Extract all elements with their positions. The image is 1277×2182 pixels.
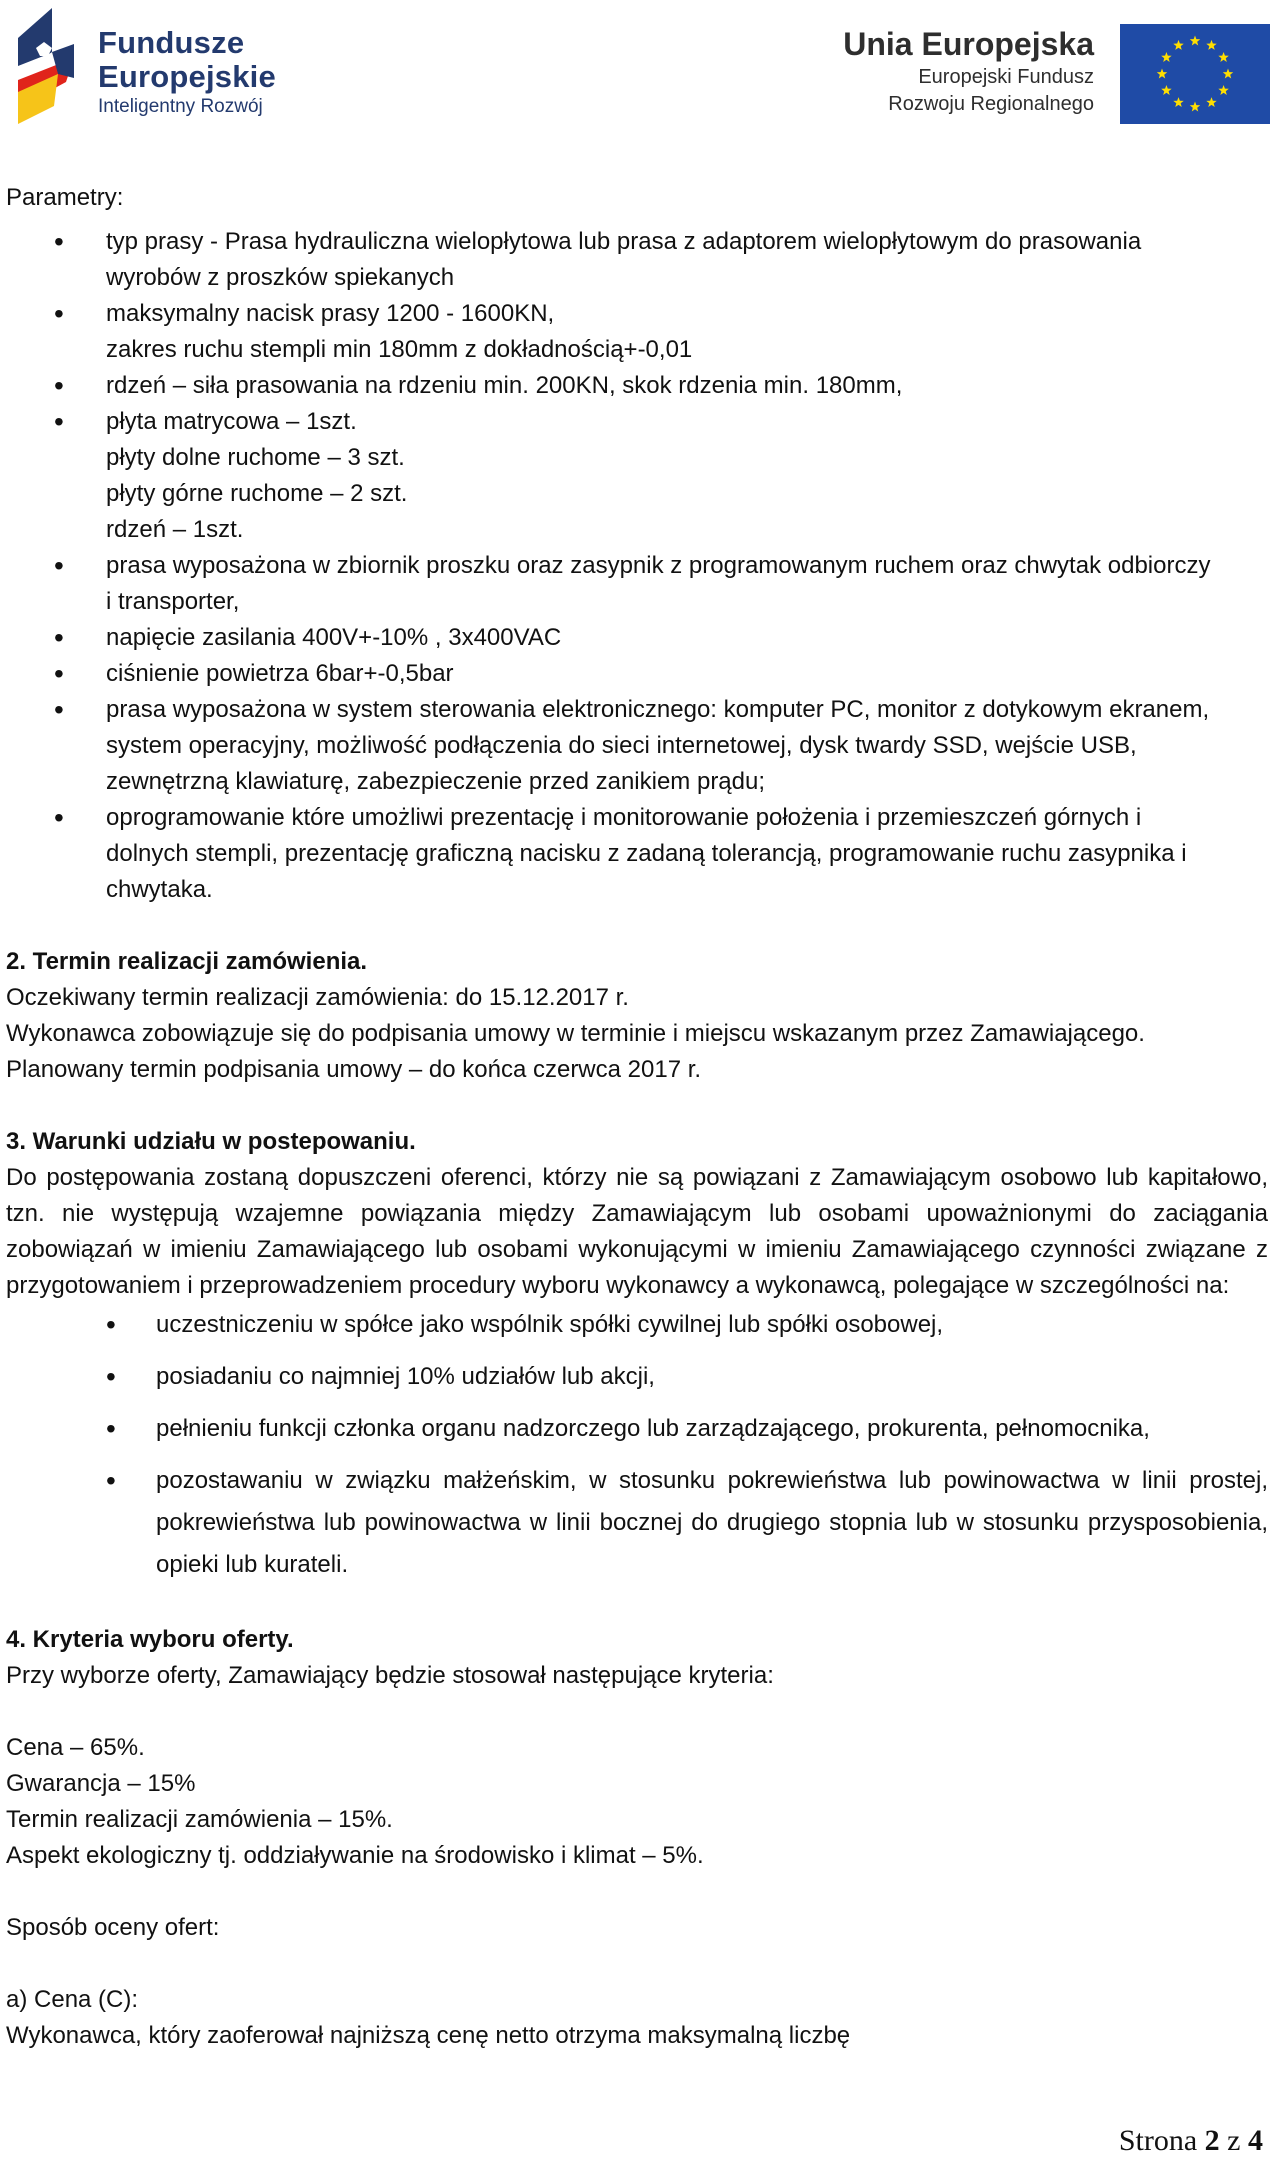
section2-heading: 2. Termin realizacji zamówienia.	[6, 948, 368, 975]
bullet-item: • oprogramowanie które umożliwi prezentację i monitorowanie położenia i przemieszczeń górnych i	[6, 800, 1268, 836]
criteria-item: Aspekt ekologiczny tj. oddziaływanie na środowisko i klimat – 5%.	[6, 1842, 704, 1869]
price-title: a) Cena (C):	[6, 1986, 139, 2013]
bullet-item: • płyta matrycowa – 1szt.	[6, 404, 1268, 440]
eu-flag-icon	[1120, 24, 1270, 124]
price-text: Wykonawca, który zaoferował najniższą cenę netto otrzyma maksymalną liczbę	[6, 2022, 851, 2049]
params-list	[6, 224, 1268, 908]
section3-list	[6, 1304, 1268, 1586]
bullet-item: • ciśnienie powietrza 6bar+-0,5bar	[6, 656, 1268, 692]
continuation-line: chwytaka.	[106, 876, 213, 903]
fe-emblem-icon	[14, 8, 84, 124]
continuation-line: i transporter,	[106, 588, 240, 615]
list-item: • pozostawaniu w związku małżeńskim, w stosunku pokrewieństwa lub powinowactwa w linii prostej, pokrewieństwa lub powinowactwa w linii bocznej do drugiego stopnia lub w stosunku przysposobienia, opieki lub kurateli.	[6, 1460, 1268, 1586]
page-number	[1119, 2124, 1263, 2158]
fe-logo-line2: Europejskie	[98, 59, 276, 94]
bullet-item: • napięcie zasilania 400V+-10% , 3x400VAC	[6, 620, 1268, 656]
list-item: • pełnieniu funkcji członka organu nadzorczego lub zarządzającego, prokurenta, pełnomocnika,	[6, 1408, 1268, 1450]
bullet-item: • rdzeń – siła prasowania na rdzeniu min. 200KN, skok rdzenia min. 180mm,	[6, 368, 1268, 404]
params-title: Parametry:	[6, 184, 124, 211]
continuation-line: zakres ruchu stempli min 180mm z dokładnością+-0,01	[106, 336, 693, 363]
continuation-line: płyty górne ruchome – 2 szt.	[106, 480, 408, 507]
list-item: • uczestniczeniu w spółce jako wspólnik spółki cywilnej lub spółki osobowej,	[6, 1304, 1268, 1346]
page-current: 2	[1204, 2124, 1220, 2157]
continuation-line: dolnych stempli, prezentację graficzną nacisku z zadaną tolerancją, programowanie ruchu zasypnika i	[106, 840, 1187, 867]
section3-paragraph: Do postępowania zostaną dopuszczeni oferenci, którzy nie są powiązani z Zamawiającym osobowo lub kapitałowo, tzn. nie występują wzajemne powiązania między Zamawiającym lub osobami upoważnionymi do zaciągania zobowiązań w imieniu Zamawiającego lub osobami wykonującymi w imieniu Zamawiającego czynności związane z przygotowaniem i przeprowadzeniem procedury wyboru wykonawcy a wykonawcą, polegające w szczególności na:	[6, 1164, 1268, 1299]
continuation-line: system operacyjny, możliwość podłączenia do sieci internetowej, dysk twardy SSD, wejście USB,	[106, 732, 1137, 759]
criteria-item: Gwarancja – 15%	[6, 1770, 196, 1797]
section2-line: Planowany termin podpisania umowy – do końca czerwca 2017 r.	[6, 1056, 702, 1083]
page-sep: z	[1219, 2124, 1248, 2157]
section2-line: Wykonawca zobowiązuje się do podpisania umowy w terminie i miejscu wskazanym przez Zamawiającego.	[6, 1020, 1145, 1047]
ue-logo-line2: Europejski Fundusz	[918, 66, 1094, 88]
document-body	[6, 180, 1268, 2054]
fe-logo-line3: Inteligentny Rozwój	[98, 96, 263, 117]
continuation-line: płyty dolne ruchome – 3 szt.	[106, 444, 405, 471]
continuation-line: zewnętrzną klawiaturę, zabezpieczenie przed zanikiem prądu;	[106, 768, 766, 795]
ue-logo-line3: Rozwoju Regionalnego	[888, 93, 1094, 115]
bullet-item: • maksymalny nacisk prasy 1200 - 1600KN,	[6, 296, 1268, 332]
fundusze-europejskie-logo	[14, 8, 314, 128]
section4-heading: 4. Kryteria wyboru oferty.	[6, 1626, 294, 1653]
unia-europejska-logo	[830, 16, 1270, 136]
evaluation-title: Sposób oceny ofert:	[6, 1914, 220, 1941]
criteria-item: Cena – 65%.	[6, 1734, 145, 1761]
bullet-item: • typ prasy - Prasa hydrauliczna wielopłytowa lub prasa z adaptorem wielopłytowym do prasowania	[6, 224, 1268, 260]
bullet-item: • prasa wyposażona w system sterowania elektronicznego: komputer PC, monitor z dotykowym ekranem,	[6, 692, 1268, 728]
criteria-item: Termin realizacji zamówienia – 15%.	[6, 1806, 393, 1833]
section4-intro: Przy wyborze oferty, Zamawiający będzie stosował następujące kryteria:	[6, 1662, 774, 1689]
page-total: 4	[1248, 2124, 1263, 2157]
section3-heading: 3. Warunki udziału w postepowaniu.	[6, 1128, 416, 1155]
continuation-line: rdzeń – 1szt.	[106, 516, 244, 543]
bullet-item: • prasa wyposażona w zbiornik proszku oraz zasypnik z programowanym ruchem oraz chwytak odbiorczy	[6, 548, 1268, 584]
ue-logo-line1: Unia Europejska	[843, 26, 1094, 62]
fe-logo-line1: Fundusze	[98, 25, 245, 60]
section2-line: Oczekiwany termin realizacji zamówienia: do 15.12.2017 r.	[6, 984, 629, 1011]
continuation-line: wyrobów z proszków spiekanych	[106, 264, 455, 291]
list-item: • posiadaniu co najmniej 10% udziałów lub akcji,	[6, 1356, 1268, 1398]
page-prefix: Strona	[1118, 2124, 1205, 2157]
